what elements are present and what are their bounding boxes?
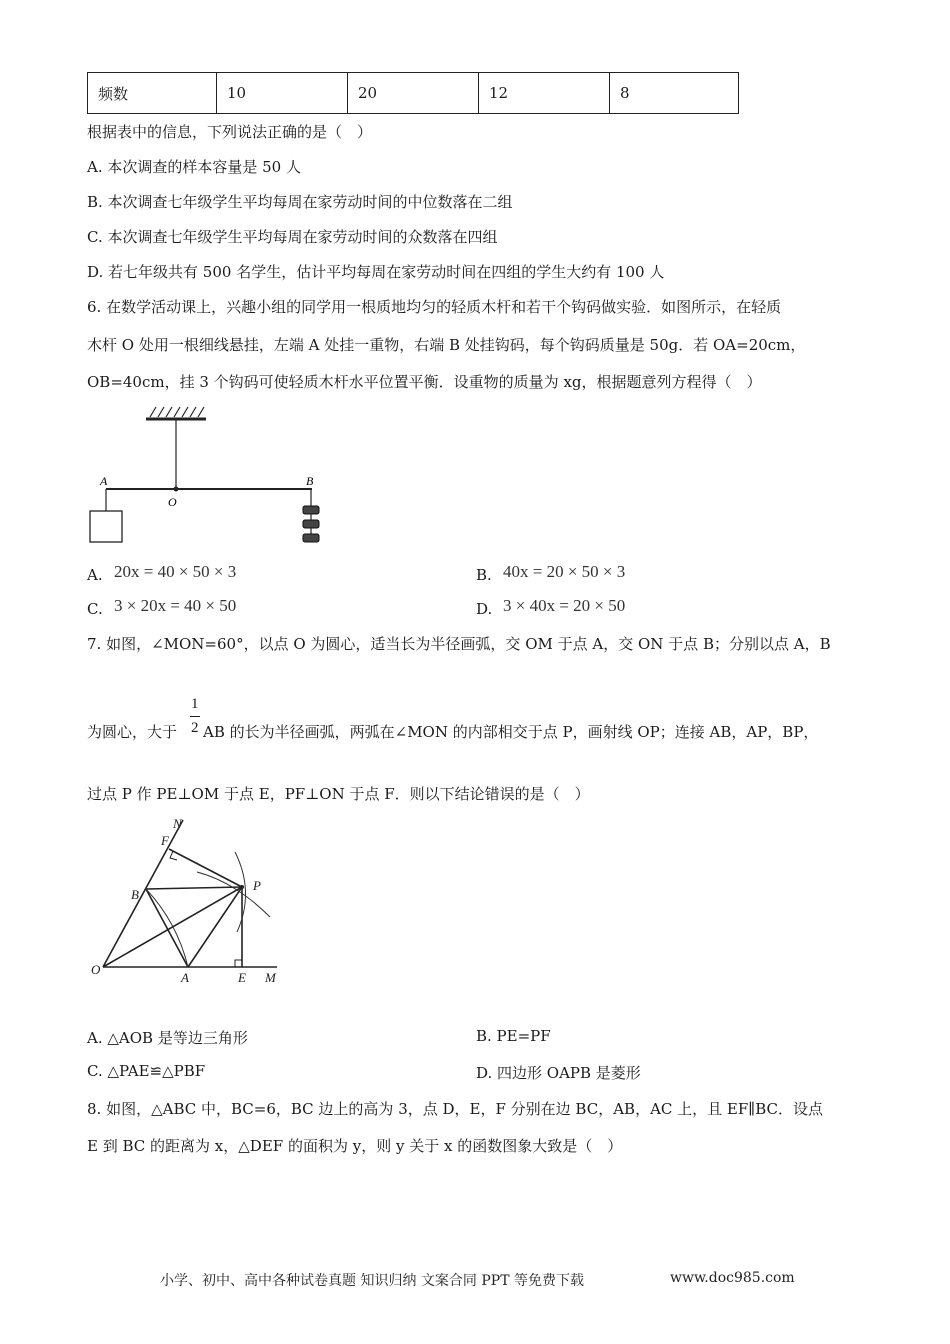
lever-diagram xyxy=(80,400,350,555)
q7-option-c: C. △PAE≌△PBF xyxy=(87,1062,206,1080)
frequency-table xyxy=(87,72,739,114)
point-f-label: F xyxy=(161,833,169,848)
q6-option-b: 40x = 20 × 50 × 3 xyxy=(503,562,626,581)
q7-option-b: B. PE=PF xyxy=(476,1027,551,1045)
footer-url[interactable]: www.doc985.com xyxy=(670,1270,795,1286)
point-m-label: M xyxy=(265,970,276,985)
q6-option-c-letter: C. xyxy=(87,600,103,618)
q7-option-d: D. 四边形 OAPB 是菱形 xyxy=(476,1064,641,1082)
q7-line-3: 过点 P 作 PE⊥OM 于点 E，PF⊥ON 于点 F．则以下结论错误的是（ ） xyxy=(87,785,590,803)
q5-option-c: C. 本次调查七年级学生平均每周在家劳动时间的众数落在四组 xyxy=(87,228,498,246)
point-p-label: P xyxy=(253,878,261,893)
q6-line-2: 木杆 O 处用一根细线悬挂，左端 A 处挂一重物，右端 B 处挂钩码，每个钩码质量是 50g．若 OA=20cm， xyxy=(87,336,806,354)
angle-bisector-diagram xyxy=(85,812,295,992)
point-b-label: B xyxy=(306,474,314,488)
q7-line-2-pre: 为圆心，大于 xyxy=(87,723,178,741)
table-cell: 频数 xyxy=(88,73,217,114)
table-cell: 12 xyxy=(479,73,610,114)
point-n-label: N xyxy=(173,816,182,831)
q6-option-a-letter: A. xyxy=(87,566,103,584)
point-b-label: B xyxy=(131,887,139,902)
q6-option-b-letter: B. xyxy=(476,566,492,584)
footer-text: 小学、初中、高中各种试卷真题 知识归纳 文案合同 PPT 等免费下载 xyxy=(160,1273,584,1289)
table-cell: 8 xyxy=(610,73,739,114)
q5-stem: 根据表中的信息，下列说法正确的是（ ） xyxy=(87,123,373,141)
fraction-bar xyxy=(190,716,200,717)
point-o-label: O xyxy=(168,495,177,509)
table-row xyxy=(88,73,739,114)
q7-line-2-post: AB 的长为半径画弧，两弧在∠MON 的内部相交于点 P，画射线 OP；连接 AB，AP，BP， xyxy=(203,723,819,741)
q6-option-d: 3 × 40x = 20 × 50 xyxy=(503,596,626,615)
q6-option-a: 20x = 40 × 50 × 3 xyxy=(114,562,237,581)
q8-line-2: E 到 BC 的距离为 x，△DEF 的面积为 y，则 y 关于 x 的函数图象大致是（ ） xyxy=(87,1137,623,1155)
point-a-label: A xyxy=(100,474,108,488)
q6-option-d-letter: D. xyxy=(476,600,493,618)
q6-line-1: 6. 在数学活动课上，兴趣小组的同学用一根质地均匀的轻质木杆和若干个钩码做实验．如图所示，在轻质 xyxy=(87,298,782,316)
fraction-denominator: 2 xyxy=(191,720,199,736)
q5-option-a: A. 本次调查的样本容量是 50 人 xyxy=(87,158,301,176)
table-cell: 10 xyxy=(217,73,348,114)
point-o-label: O xyxy=(91,962,101,977)
q5-option-b: B. 本次调查七年级学生平均每周在家劳动时间的中位数落在二组 xyxy=(87,193,513,211)
q7-line-1: 7. 如图，∠MON=60°，以点 O 为圆心，适当长为半径画弧，交 OM 于点 A，交 ON 于点 B；分别以点 A，B xyxy=(87,635,831,653)
point-e-label: E xyxy=(238,970,246,985)
point-a-label: A xyxy=(181,970,189,985)
q8-line-1: 8. 如图，△ABC 中，BC=6，BC 边上的高为 3，点 D，E，F 分别在边 BC，AB，AC 上，且 EF∥BC．设点 xyxy=(87,1100,823,1118)
q6-option-c: 3 × 20x = 40 × 50 xyxy=(114,596,237,615)
fraction-numerator: 1 xyxy=(191,696,199,712)
q7-option-a: A. △AOB 是等边三角形 xyxy=(87,1029,248,1047)
table-cell: 20 xyxy=(348,73,479,114)
q5-option-d: D. 若七年级共有 500 名学生，估计平均每周在家劳动时间在四组的学生大约有 100 人 xyxy=(87,263,665,281)
q6-line-3: OB=40cm，挂 3 个钩码可使轻质木杆水平位置平衡．设重物的质量为 xg，根据题意列方程得（ ） xyxy=(87,373,762,391)
